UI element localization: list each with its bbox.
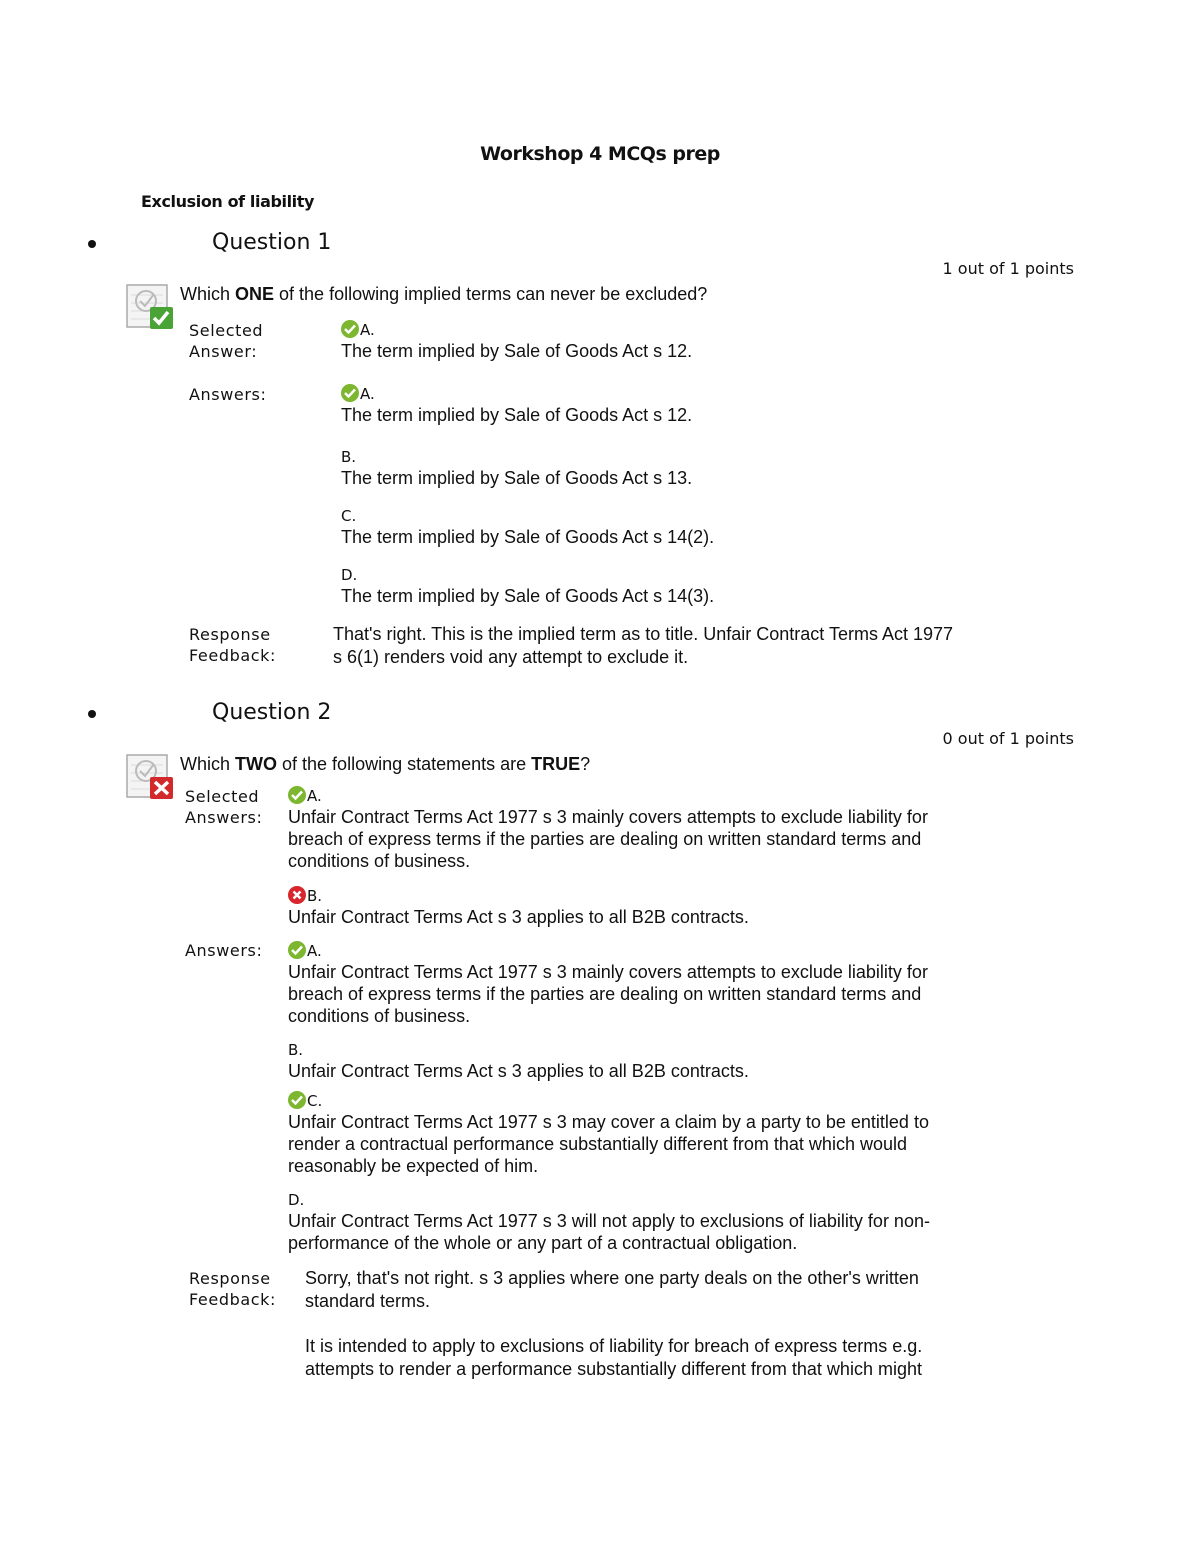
- q2-answer-d: D. Unfair Contract Terms Act 1977 s 3 will not apply to exclusions of liability for non- performance of the whole or any part of a contractual obligation.: [288, 1191, 930, 1253]
- response-feedback-label: Response Feedback:: [189, 1269, 276, 1309]
- question-correct-icon: [125, 281, 175, 331]
- q1-feedback: That's right. This is the implied term as to title. Unfair Contract Terms Act 1977 s 6(1) renders void any attempt to exclude it.: [333, 624, 954, 667]
- q2-answer-c: C. Unfair Contract Terms Act 1977 s 3 may cover a claim by a party to be entitled to render a contractual performance substantially different from that which would reasonably be expected of him.: [288, 1092, 929, 1176]
- correct-check-icon: [341, 320, 359, 338]
- q1-answer-b: B. The term implied by Sale of Goods Act s 13.: [341, 448, 693, 488]
- question-2-heading: Question 2: [212, 700, 332, 725]
- question-1-heading: Question 1: [212, 230, 332, 255]
- bullet: [88, 240, 96, 248]
- question-2-points: 0 out of 1 points: [942, 729, 1074, 748]
- question-1-text: Which ONE of the following implied terms can never be excluded?: [180, 284, 708, 304]
- q2-selected-answer-a: A. Unfair Contract Terms Act 1977 s 3 mainly covers attempts to exclude liability for breach of express terms if the parties are dealing on written standard terms and conditions of business.: [288, 787, 928, 871]
- answers-label: Answers:: [189, 385, 267, 404]
- answers-label: Answers:: [185, 941, 263, 960]
- question-2-text: Which TWO of the following statements are TRUE?: [180, 754, 591, 774]
- selected-answers-label: Selected Answers:: [185, 787, 263, 827]
- incorrect-x-icon: [288, 886, 306, 904]
- q1-answer-d: D. The term implied by Sale of Goods Act s 14(3).: [341, 566, 715, 606]
- response-feedback-label: Response Feedback:: [189, 625, 276, 665]
- correct-check-icon: [288, 786, 306, 804]
- q1-selected-answer: A. The term implied by Sale of Goods Act s 12.: [341, 321, 693, 361]
- q2-answer-b: B. Unfair Contract Terms Act s 3 applies to all B2B contracts.: [288, 1041, 749, 1081]
- selected-answer-label: Selected Answer:: [189, 321, 264, 361]
- document-title: Workshop 4 MCQs prep: [480, 143, 720, 165]
- q2-selected-answer-b: B. Unfair Contract Terms Act s 3 applies to all B2B contracts.: [288, 887, 749, 927]
- correct-check-icon: [288, 941, 306, 959]
- correct-check-icon: [341, 384, 359, 402]
- bullet: [88, 710, 96, 718]
- q2-feedback: Sorry, that's not right. s 3 applies where one party deals on the other's written standard terms. It is intended to apply to exclusions of liability for breach of express terms e.g. attempts to render a performance substantially different from that which might: [305, 1268, 923, 1379]
- q1-answer-a: A. The term implied by Sale of Goods Act s 12.: [341, 385, 693, 425]
- question-1-points: 1 out of 1 points: [942, 259, 1074, 278]
- correct-check-icon: [288, 1091, 306, 1109]
- question-incorrect-icon: [125, 751, 175, 801]
- section-title: Exclusion of liability: [141, 192, 315, 211]
- q1-answer-c: C. The term implied by Sale of Goods Act s 14(2).: [341, 507, 715, 547]
- q2-answer-a: A. Unfair Contract Terms Act 1977 s 3 mainly covers attempts to exclude liability for breach of express terms if the parties are dealing on written standard terms and conditions of business.: [288, 942, 928, 1026]
